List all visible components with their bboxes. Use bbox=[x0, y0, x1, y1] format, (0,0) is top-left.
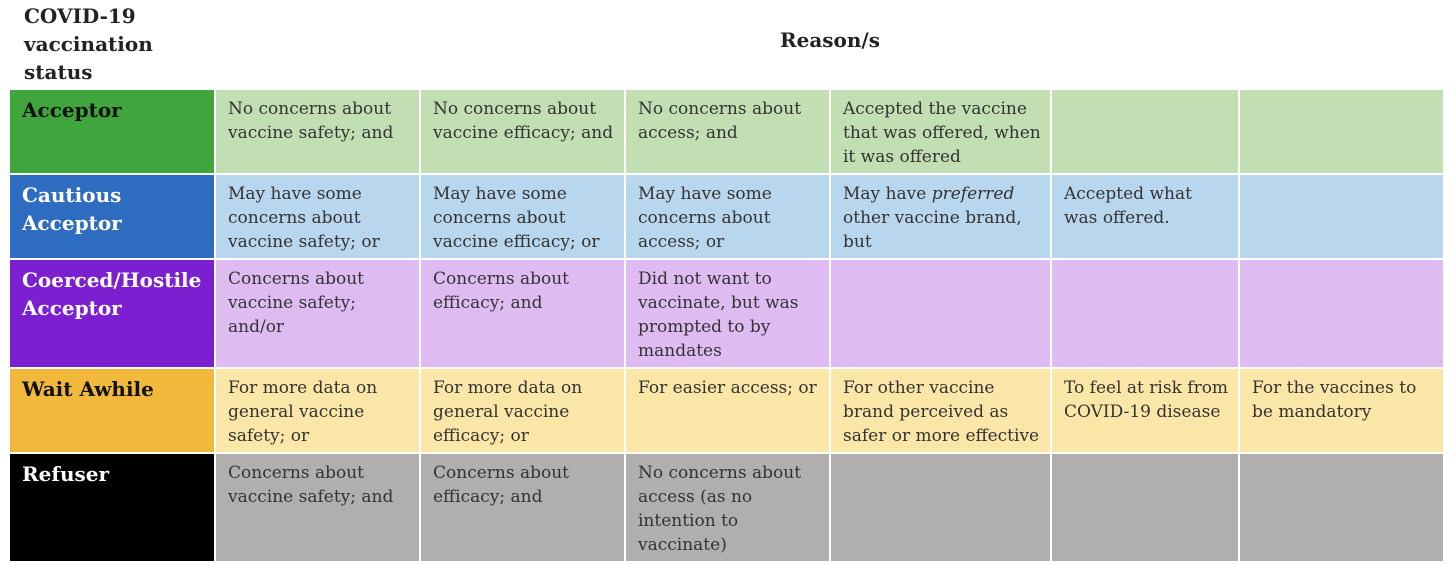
reason-cell: For the vaccines to be mandatory bbox=[1239, 368, 1444, 453]
reason-cell bbox=[1239, 453, 1444, 562]
reasons-column-header: Reason/s bbox=[779, 28, 880, 52]
reason-cell: Accepted what was offered. bbox=[1051, 174, 1239, 259]
status-label: Cautious Acceptor bbox=[10, 174, 215, 259]
table-row bbox=[10, 368, 1444, 453]
reason-cell: No concerns about vaccine efficacy; and bbox=[420, 90, 625, 174]
reason-cell: May have some concerns about vaccine efficacy; or bbox=[420, 174, 625, 259]
reason-cell: No concerns about access (as no intention to vaccinate) bbox=[625, 453, 830, 562]
reason-cell bbox=[1051, 259, 1239, 368]
status-label: Refuser bbox=[10, 453, 215, 562]
reason-cell: For more data on general vaccine safety; or bbox=[215, 368, 420, 453]
reason-cell bbox=[1239, 259, 1444, 368]
reason-cell bbox=[1051, 90, 1239, 174]
reason-cell: For other vaccine brand perceived as safer or more effective bbox=[830, 368, 1051, 453]
status-label: Wait Awhile bbox=[10, 368, 215, 453]
reason-cell: For more data on general vaccine efficacy; or bbox=[420, 368, 625, 453]
reason-cell bbox=[830, 259, 1051, 368]
reason-cell: Did not want to vaccinate, but was prompted to by mandates bbox=[625, 259, 830, 368]
reason-cell: Concerns about vaccine safety; and bbox=[215, 453, 420, 562]
reason-cell bbox=[830, 453, 1051, 562]
reason-cell: For easier access; or bbox=[625, 368, 830, 453]
reason-cell: Concerns about vaccine safety; and/or bbox=[215, 259, 420, 368]
reason-cell: No concerns about vaccine safety; and bbox=[215, 90, 420, 174]
reason-cell: May have preferred other vaccine brand, but bbox=[830, 174, 1051, 259]
table-row bbox=[10, 453, 1444, 562]
reason-cell: Concerns about efficacy; and bbox=[420, 453, 625, 562]
reason-cell: No concerns about access; and bbox=[625, 90, 830, 174]
reason-cell: May have some concerns about vaccine safety; or bbox=[215, 174, 420, 259]
table-row bbox=[10, 90, 1444, 174]
reason-cell bbox=[1051, 453, 1239, 562]
status-label: Acceptor bbox=[10, 90, 215, 174]
reason-cell bbox=[1239, 90, 1444, 174]
status-column-header: COVID-19 vaccination status bbox=[24, 4, 153, 84]
reason-cell: Concerns about efficacy; and bbox=[420, 259, 625, 368]
emphasis-text: preferred bbox=[931, 184, 1015, 204]
reason-cell: To feel at risk from COVID-19 disease bbox=[1051, 368, 1239, 453]
reason-cell bbox=[1239, 174, 1444, 259]
reason-cell: Accepted the vaccine that was offered, when it was offered bbox=[830, 90, 1051, 174]
status-label: Coerced/Hostile Acceptor bbox=[10, 259, 215, 368]
reasons-table bbox=[10, 90, 1445, 563]
reason-cell: May have some concerns about access; or bbox=[625, 174, 830, 259]
table-row bbox=[10, 259, 1444, 368]
table-row bbox=[10, 174, 1444, 259]
